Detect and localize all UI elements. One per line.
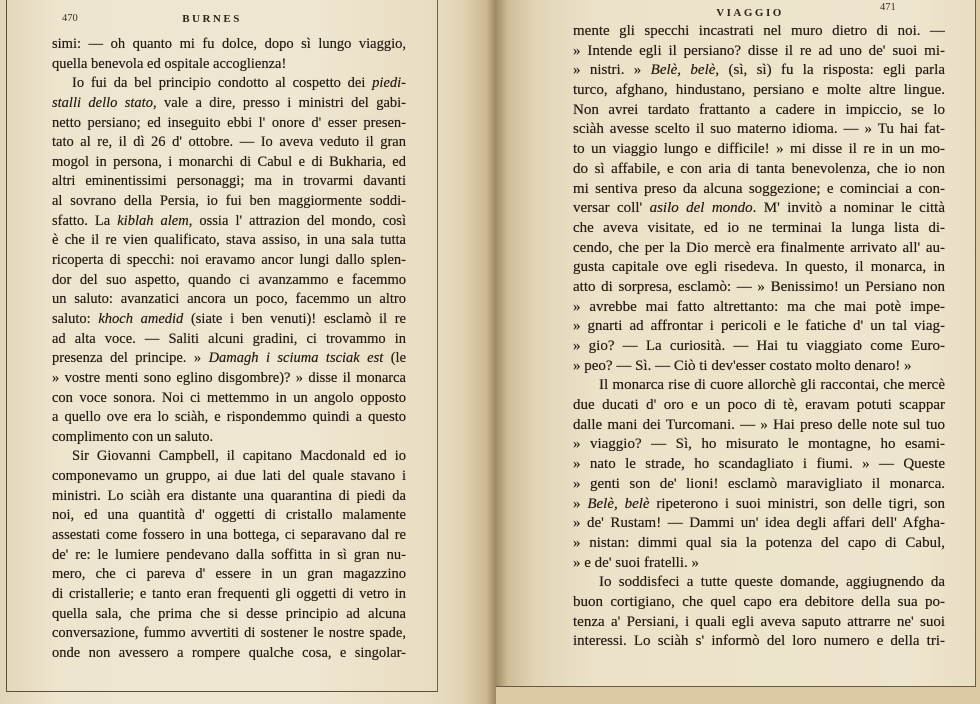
text-line <box>52 428 406 448</box>
text-line <box>573 376 945 396</box>
text-line <box>52 565 406 585</box>
text-run: Io soddisfeci a tutte queste domande, aggiugnendo da <box>599 574 945 591</box>
text-run: . M' invitò a nominar le città <box>752 200 945 217</box>
text-line <box>573 514 945 534</box>
text-run: quella benevola ed ospitale accoglienza! <box>52 55 287 72</box>
page-number: 471 <box>880 2 896 13</box>
text-run: » <box>573 495 588 512</box>
paragraph <box>52 35 406 74</box>
text-line <box>52 133 406 153</box>
text-run: » peo? — Sì. — Ciò ti dev'esser costato molto denaro! » <box>573 357 912 374</box>
text-run: ad alta voce. — Saliti alcuni gradini, ci trovammo in <box>52 330 406 347</box>
text-line <box>52 506 406 526</box>
text-line <box>52 447 406 467</box>
text-run: atto di sorpresa, esclamò: — » Benissimo! un Persiano non <box>573 278 945 295</box>
text-run: assestati come fossero in una bottega, ci separavano dal re <box>52 527 406 544</box>
text-run: ministri. Lo sciàh era distante una quarantina di piedi da <box>52 487 406 504</box>
text-run: » gnarti ad affrontar i pericoli e le fatiche d' un tal viag- <box>573 318 945 335</box>
text-run: è che il re vien qualificato, stava assiso, in una sala tutta <box>52 232 406 249</box>
text-line <box>573 180 945 200</box>
text-run: » nato le strade, ho scandagliato i fiumi. » — Queste <box>573 456 945 473</box>
text-run: » Intende egli il persiano? disse il re ad uno de' suoi mi- <box>573 42 945 59</box>
text-run: noi, ed una quantità d' oggetti di cristallo malamente <box>52 507 406 524</box>
text-run: sciàh avesse scelto il suo materno idioma. — » Tu hai fat- <box>573 121 945 138</box>
text-line <box>52 487 406 507</box>
italic-run: kiblah alem <box>117 212 189 229</box>
text-line <box>573 120 945 140</box>
text-line <box>52 153 406 173</box>
italic-run: Damagh i sciuma tsciak est <box>208 350 384 367</box>
text-line <box>52 231 406 251</box>
text-run: » vostre menti sono eglino disgombre)? » disse il monarca <box>52 369 406 386</box>
text-run: mi sentiva preso da alcuna soggezione; e cominciai a con- <box>573 180 945 197</box>
text-line <box>573 416 945 436</box>
text-run: , vale a dire, presso i ministri del gabi- <box>152 94 406 111</box>
text-line <box>573 435 945 455</box>
text-line <box>52 330 406 350</box>
text-run: gusta capitale ove egli risedeva. In questo, il monarca, in <box>573 259 945 276</box>
text-run: Il monarca rise di cuore allorchè gli raccontai, che mercè <box>599 377 945 394</box>
text-run: (le <box>383 350 406 367</box>
right-page-text <box>573 22 945 652</box>
text-run: con voce sonora. Noi ci mettemmo in un angolo opposto <box>52 389 406 406</box>
text-line <box>573 534 945 554</box>
text-line <box>52 55 406 75</box>
text-run: to un viaggio lungo e difficile! » mi disse il re in un mo- <box>573 141 945 158</box>
text-line <box>573 632 945 652</box>
text-line <box>52 310 406 330</box>
text-run: simi: — oh quanto mi fu dolce, dopo sì lungo viaggio, <box>52 36 406 52</box>
text-line <box>52 114 406 134</box>
text-line <box>52 624 406 644</box>
text-line <box>52 546 406 566</box>
text-line <box>52 526 406 546</box>
text-run: tenza a' Persiani, i quali egli aveva saputo attrarre ne' suoi <box>573 613 945 630</box>
text-run: componevamo un gruppo, ai due lati del quale stavano i <box>52 468 406 485</box>
text-run: un saluto: avanzatici ancora un poco, facemmo un altro <box>52 291 406 308</box>
text-run: Io fui da bel principio condotto al cospetto dei <box>72 75 373 92</box>
text-line <box>52 349 406 369</box>
text-run: interessi. Lo sciàh s' informò del loro numero e della tri- <box>573 633 945 650</box>
text-run: mogol in persona, i monarchi di Cabul e di Bukharia, ed <box>52 153 406 170</box>
text-run: sfatto. La <box>52 212 118 229</box>
text-line <box>573 396 945 416</box>
text-line <box>573 199 945 219</box>
text-run: » viaggio? — Sì, ho misurato le montagne, ho esami- <box>573 436 945 453</box>
text-line <box>52 408 406 428</box>
right-page <box>496 0 976 687</box>
text-run: Non avrei tardato frattanto a cadere in impiccio, se lo <box>573 101 945 118</box>
text-line <box>573 475 945 495</box>
text-run: » genti son de' lioni! esclamò maravigliato il monarca. <box>573 475 945 492</box>
text-run: che aveva visitate, ed io ne terminai la lunga lista di- <box>573 219 945 236</box>
text-line <box>573 593 945 613</box>
text-line <box>52 172 406 192</box>
text-line <box>573 554 945 574</box>
text-run: dor del suo aspetto, quando ci avanzammo e facemmo <box>52 271 406 288</box>
text-line <box>52 389 406 409</box>
italic-run: khoch amedid <box>98 310 184 327</box>
text-run: , ossia l' attrazion del mondo, così <box>188 212 406 229</box>
text-line <box>573 317 945 337</box>
paragraph <box>52 74 406 447</box>
text-run: onde non avessero a rompere qualche cosa, e singolar- <box>52 644 406 661</box>
text-line <box>573 278 945 298</box>
text-line <box>52 369 406 389</box>
text-line <box>573 101 945 121</box>
text-run: mente gli specchi incastrati nel muro dietro di noi. — <box>573 23 945 39</box>
text-line <box>573 61 945 81</box>
text-line <box>573 160 945 180</box>
text-line <box>573 613 945 633</box>
text-run: » nistan: dimmi qual sia la potenza del capo di Cabul, <box>573 534 945 551</box>
text-line <box>52 585 406 605</box>
text-run: conversazione, fummo avvertiti di sostener le nostre spade, <box>52 625 406 642</box>
left-page-text <box>52 35 406 664</box>
text-run: » e de' suoi fratelli. » <box>573 554 699 571</box>
text-run: altri eminentissimi personaggi; ma in trovarmi davanti <box>52 173 406 190</box>
text-line <box>52 35 406 55</box>
paragraph <box>573 573 945 652</box>
text-run: (siate i ben venuti)! esclamò il re <box>183 310 406 327</box>
text-line <box>52 192 406 212</box>
text-run: » avrebbe mai fatto altrettanto: ma che mai potè impe- <box>573 298 945 315</box>
text-line <box>573 337 945 357</box>
text-run: Sir Giovanni Campbell, il capitano Macdonald ed io <box>72 448 406 465</box>
text-run: complimento con un saluto. <box>52 428 214 445</box>
italic-run: asilo del mondo <box>649 200 753 217</box>
text-line <box>573 573 945 593</box>
running-head: BURNES <box>182 13 242 25</box>
text-run: » de' Rustam! — Dammi un' idea degli affari dell' Afgha- <box>573 515 945 532</box>
text-run: netto persiano; ed inseguito ebbi l' onore d' esser presen- <box>52 114 406 131</box>
text-run: cendo, che per la Dio mercè era finalmente arrivato all' au- <box>573 239 945 256</box>
text-run: mero, che ci pareva d' essere in un gran magazzino <box>52 566 406 583</box>
text-line <box>573 81 945 101</box>
text-line <box>52 212 406 232</box>
text-line <box>52 467 406 487</box>
italic-run: Belè, belè <box>587 495 650 512</box>
paragraph <box>573 376 945 573</box>
text-line <box>52 290 406 310</box>
text-line <box>573 298 945 318</box>
text-run: a quello ove era lo sciàh, e rispondemmo quindi a questo <box>52 409 406 426</box>
text-line <box>573 140 945 160</box>
paragraph <box>573 22 945 376</box>
text-run: do sì affabile, e con aria di tanta benevolenza, che io non <box>573 160 945 177</box>
text-run: » gio? — La curiosità. — Hai tu viaggiato come Euro- <box>573 338 945 354</box>
text-run: , (sì, sì) fu la risposta: egli parla <box>715 62 945 79</box>
italic-run: Belè, belè <box>650 62 716 79</box>
running-head: VIAGGIO <box>716 7 784 19</box>
text-run: di cristallerie; e tanto eran frequenti gli oggetti di vetro in <box>52 585 406 602</box>
text-line <box>52 251 406 271</box>
text-run: quella sala, che prima che si desse principio ad alcuna <box>52 605 406 622</box>
text-line <box>52 94 406 114</box>
text-line <box>52 605 406 625</box>
text-line <box>573 258 945 278</box>
italic-run: piedi- <box>372 75 406 92</box>
text-run: dalle mani dei Turcomani. — » Hai preso delle note sul tuo <box>573 416 945 433</box>
paragraph <box>52 447 406 663</box>
text-line <box>573 239 945 259</box>
text-run: de' re: le lumiere pendevano dalla soffitta in sì gran nu- <box>52 546 406 563</box>
text-run: turco, afghano, hindustano, persiano e molte altre lingue. <box>573 82 945 99</box>
text-line <box>573 455 945 475</box>
text-line <box>52 271 406 291</box>
text-run: due ducati d' oro e un poco di tè, eravam potuti scappar <box>573 397 945 414</box>
text-run: buon cortigiano, che quel capo era debitore della sua po- <box>573 593 945 610</box>
text-run: » nistri. » <box>573 62 651 79</box>
text-run: versar coll' <box>573 200 650 217</box>
text-line <box>573 219 945 239</box>
text-run: presenza del principe. » <box>52 350 209 367</box>
text-line <box>52 644 406 664</box>
text-run: ripeterono i suoi ministri, son delle tigri, son <box>649 495 945 512</box>
text-line <box>573 357 945 377</box>
text-line <box>573 495 945 515</box>
text-run: al sovrano della Persia, io fui ben maggiormente soddi- <box>52 193 406 210</box>
text-run: tato al re, il dì 26 d' ottobre. — Io aveva veduto il gran <box>52 134 406 151</box>
page-number: 470 <box>62 13 78 24</box>
text-run: ricoperta di specchi: noi eravamo ancor lungi dallo splen- <box>52 252 406 269</box>
text-line <box>573 42 945 62</box>
italic-run: stalli dello stato <box>52 94 153 111</box>
text-run: saluto: <box>52 310 99 327</box>
text-line <box>52 74 406 94</box>
text-line <box>573 22 945 42</box>
